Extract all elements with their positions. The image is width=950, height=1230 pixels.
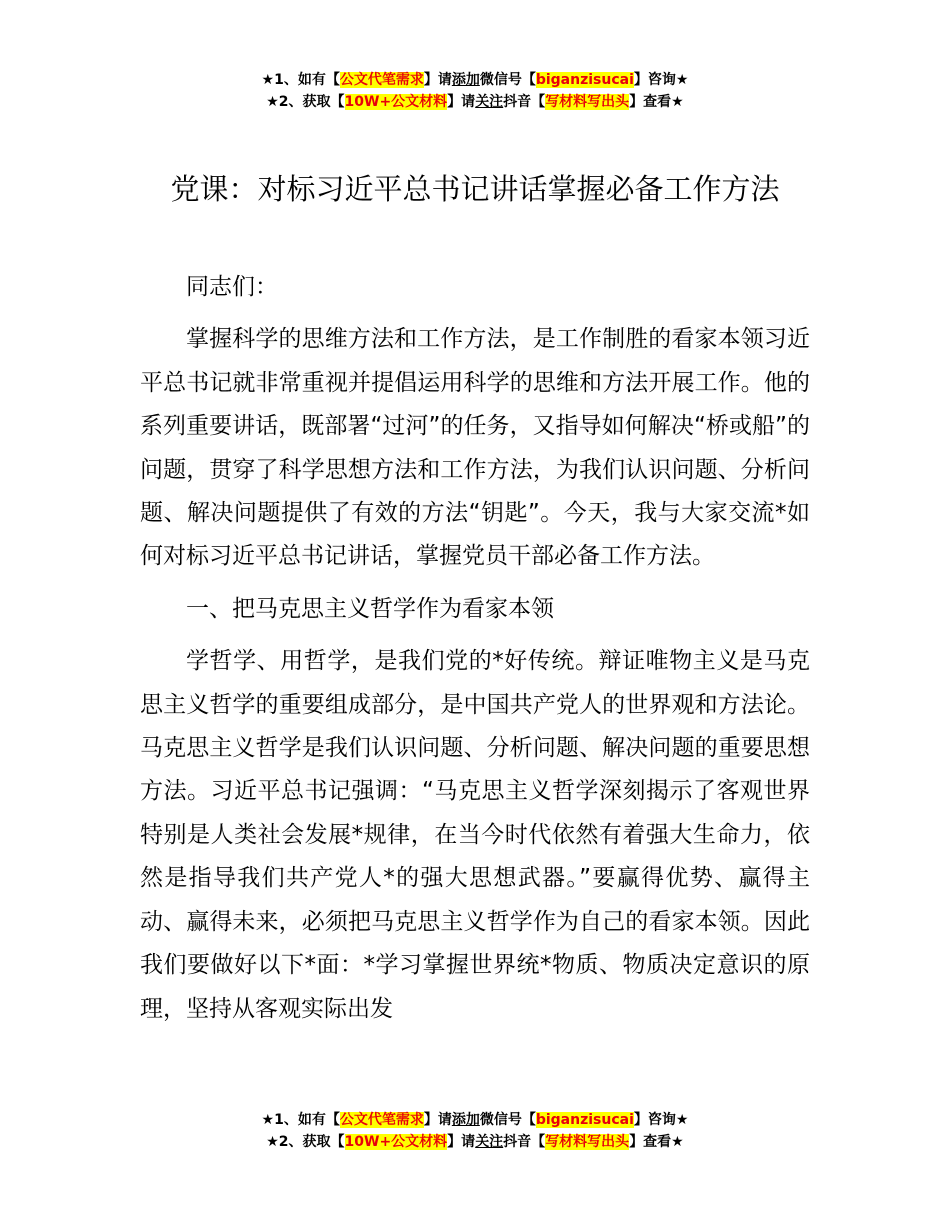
banner-line-2 xyxy=(0,91,950,113)
banner-highlight-douyin-account: 写材料写出头 xyxy=(545,94,630,110)
banner-text: 】请 xyxy=(447,1134,476,1150)
banner-highlight-wechat-id: biganzisucai xyxy=(535,1112,634,1128)
banner-text: 】咨询★ xyxy=(633,72,689,88)
banner-text: 】咨询★ xyxy=(633,1112,689,1128)
banner-line-1 xyxy=(0,1109,950,1131)
banner-text: ★2、获取【 xyxy=(266,1134,345,1150)
banner-text: 】请 xyxy=(447,94,476,110)
banner-line-2 xyxy=(0,1131,950,1153)
banner-underlined-word: 关注 xyxy=(475,1134,504,1150)
banner-underlined-word: 关注 xyxy=(475,94,504,110)
banner-highlight-materials: 10W+公文材料 xyxy=(344,94,448,110)
banner-highlight-service: 公文代笔需求 xyxy=(339,72,424,88)
banner-text: 】查看★ xyxy=(629,1134,684,1150)
banner-text: 抖音【 xyxy=(503,94,546,110)
banner-underlined-word: 添加 xyxy=(451,1112,480,1128)
banner-text: 】查看★ xyxy=(629,94,684,110)
banner-text: 】请 xyxy=(423,1112,452,1128)
document-title: 党课：对标习近平总书记讲话掌握必备工作方法 xyxy=(170,172,780,206)
body-paragraph: 掌握科学的思维方法和工作方法，是工作制胜的看家本领习近平总书记就非常重视并提倡运用科学的思维和方法开展工作。他的系列重要讲话，既部署“过河”的任务，又指导如何解决“桥或船”的问题，贯穿了科学思想方法和工作方法，为我们认识问题、分析问题、解决问题提供了有效的方法“钥匙”。今天，我与大家交流*如何对标习近平总书记讲话，掌握党员干部必备工作方法。 xyxy=(140,326,810,570)
footer-banner xyxy=(0,1109,950,1153)
banner-highlight-wechat-id: biganzisucai xyxy=(535,72,634,88)
salutation: 同志们： xyxy=(186,274,278,300)
banner-highlight-service: 公文代笔需求 xyxy=(339,1112,424,1128)
banner-line-1 xyxy=(0,69,950,91)
banner-text: 微信号【 xyxy=(479,1112,536,1128)
banner-underlined-word: 添加 xyxy=(451,72,480,88)
body-paragraph: 学哲学、用哲学，是我们党的*好传统。辩证唯物主义是马克思主义哲学的重要组成部分，是中国共产党人的世界观和方法论。马克思主义哲学是我们认识问题、分析问题、解决问题的重要思想方法。习近平总书记强调：“马克思主义哲学深刻揭示了客观世界特别是人类社会发展*规律，在当今时代依然有着强大生命力，依然是指导我们共产党人*的强大思想武器。”要赢得优势、赢得主动、赢得未来，必须把马克思主义哲学作为自己的看家本领。因此我们要做好以下*面：*学习掌握世界统*物质、物质决定意识的原理，坚持从客观实际出发 xyxy=(140,648,810,1022)
document-body xyxy=(140,266,810,1040)
header-banner xyxy=(0,69,950,113)
section-heading: 一、把马克思主义哲学作为看家本领 xyxy=(186,595,554,622)
banner-highlight-materials: 10W+公文材料 xyxy=(344,1134,448,1150)
banner-highlight-douyin-account: 写材料写出头 xyxy=(545,1134,630,1150)
banner-text: 】请 xyxy=(423,72,452,88)
banner-text: 微信号【 xyxy=(479,72,536,88)
banner-text: 抖音【 xyxy=(503,1134,546,1150)
banner-text: ★1、如有【 xyxy=(261,1112,340,1128)
banner-text: ★1、如有【 xyxy=(261,72,340,88)
banner-text: ★2、获取【 xyxy=(266,94,345,110)
